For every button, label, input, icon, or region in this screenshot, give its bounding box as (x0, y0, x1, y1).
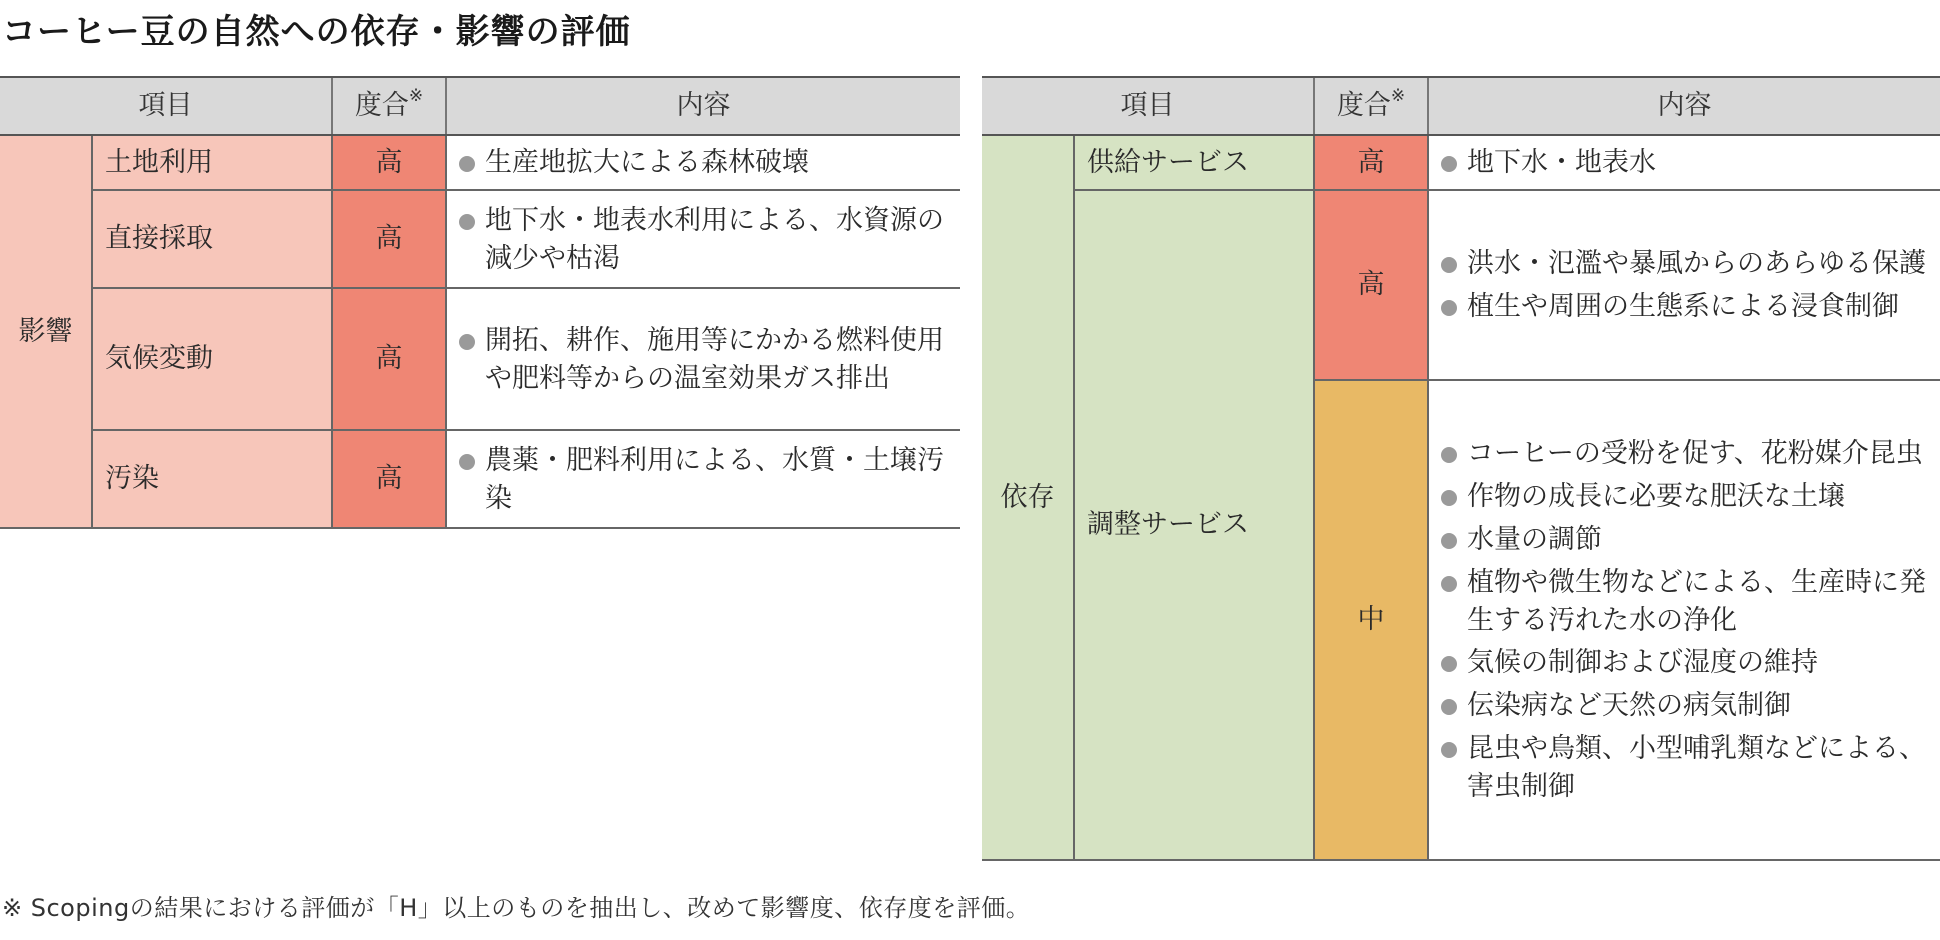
header-item: 項目 (982, 77, 1314, 135)
list-item: 植生や周囲の生態系による浸食制御 (1441, 288, 1930, 326)
table-row (0, 135, 960, 190)
list-item: 植物や微生物などによる、生産時に発生する汚れた水の浄化 (1441, 564, 1930, 640)
bullet-icon (1441, 533, 1457, 549)
content-cell (446, 190, 960, 288)
table-row (982, 135, 1940, 190)
list-item: 農薬・肥料利用による、水質・土壌汚染 (459, 442, 950, 518)
bullet-icon (459, 454, 475, 470)
item-land-use: 土地利用 (92, 135, 332, 190)
content-cell (446, 430, 960, 528)
header-content: 内容 (446, 77, 960, 135)
degree-badge: 高 (332, 288, 446, 430)
dependency-label: 依存 (982, 135, 1074, 860)
list-item: コーヒーの受粉を促す、花粉媒介昆虫 (1441, 435, 1930, 473)
list-item: 生産地拡大による森林破壊 (459, 144, 950, 182)
list-item: 地下水・地表水 (1441, 144, 1930, 182)
dependency-table (982, 76, 1940, 861)
item-climate-change: 気候変動 (92, 288, 332, 430)
content-cell (1428, 380, 1940, 860)
bullet-icon (1441, 156, 1457, 172)
table-row (0, 430, 960, 528)
content-cell (1428, 190, 1940, 380)
table-row (0, 288, 960, 430)
content-cell (1428, 135, 1940, 190)
degree-badge: 高 (332, 430, 446, 528)
item-pollution: 汚染 (92, 430, 332, 528)
footnote: ※ Scopingの結果における評価が「H」以上のものを抽出し、改めて影響度、依存度を評価。 (2, 894, 1031, 922)
list-item: 地下水・地表水利用による、水資源の減少や枯渇 (459, 202, 950, 278)
table-row (0, 190, 960, 288)
table-row (982, 190, 1940, 380)
content-cell (446, 288, 960, 430)
dependency-table-header (982, 77, 1940, 135)
bullet-icon (1441, 257, 1457, 273)
degree-badge: 高 (1314, 135, 1428, 190)
header-item: 項目 (0, 77, 332, 135)
bullet-icon (1441, 699, 1457, 715)
item-direct-extraction: 直接採取 (92, 190, 332, 288)
header-content: 内容 (1428, 77, 1940, 135)
impact-table-header (0, 77, 960, 135)
bullet-icon (459, 156, 475, 172)
content-cell (446, 135, 960, 190)
header-degree: 度合※ (1314, 77, 1428, 135)
bullet-icon (1441, 742, 1457, 758)
list-item: 気候の制御および湿度の維持 (1441, 644, 1930, 682)
list-item: 伝染病など天然の病気制御 (1441, 687, 1930, 725)
bullet-icon (459, 334, 475, 350)
impact-label: 影響 (0, 135, 92, 528)
bullet-icon (459, 214, 475, 230)
degree-badge: 高 (332, 135, 446, 190)
list-item: 開拓、耕作、施用等にかかる燃料使用や肥料等からの温室効果ガス排出 (459, 322, 950, 398)
degree-badge: 高 (332, 190, 446, 288)
header-degree: 度合※ (332, 77, 446, 135)
degree-badge: 中 (1314, 380, 1428, 860)
item-supply-service: 供給サービス (1074, 135, 1314, 190)
item-regulating-service: 調整サービス (1074, 190, 1314, 860)
bullet-icon (1441, 490, 1457, 506)
list-item: 水量の調節 (1441, 521, 1930, 559)
bullet-icon (1441, 576, 1457, 592)
page-title: コーヒー豆の自然への依存・影響の評価 (2, 12, 631, 52)
bullet-icon (1441, 656, 1457, 672)
impact-table (0, 76, 960, 529)
bullet-icon (1441, 447, 1457, 463)
list-item: 洪水・氾濫や暴風からのあらゆる保護 (1441, 245, 1930, 283)
list-item: 昆虫や鳥類、小型哺乳類などによる、害虫制御 (1441, 730, 1930, 806)
bullet-icon (1441, 300, 1457, 316)
degree-badge: 高 (1314, 190, 1428, 380)
list-item: 作物の成長に必要な肥沃な土壌 (1441, 478, 1930, 516)
